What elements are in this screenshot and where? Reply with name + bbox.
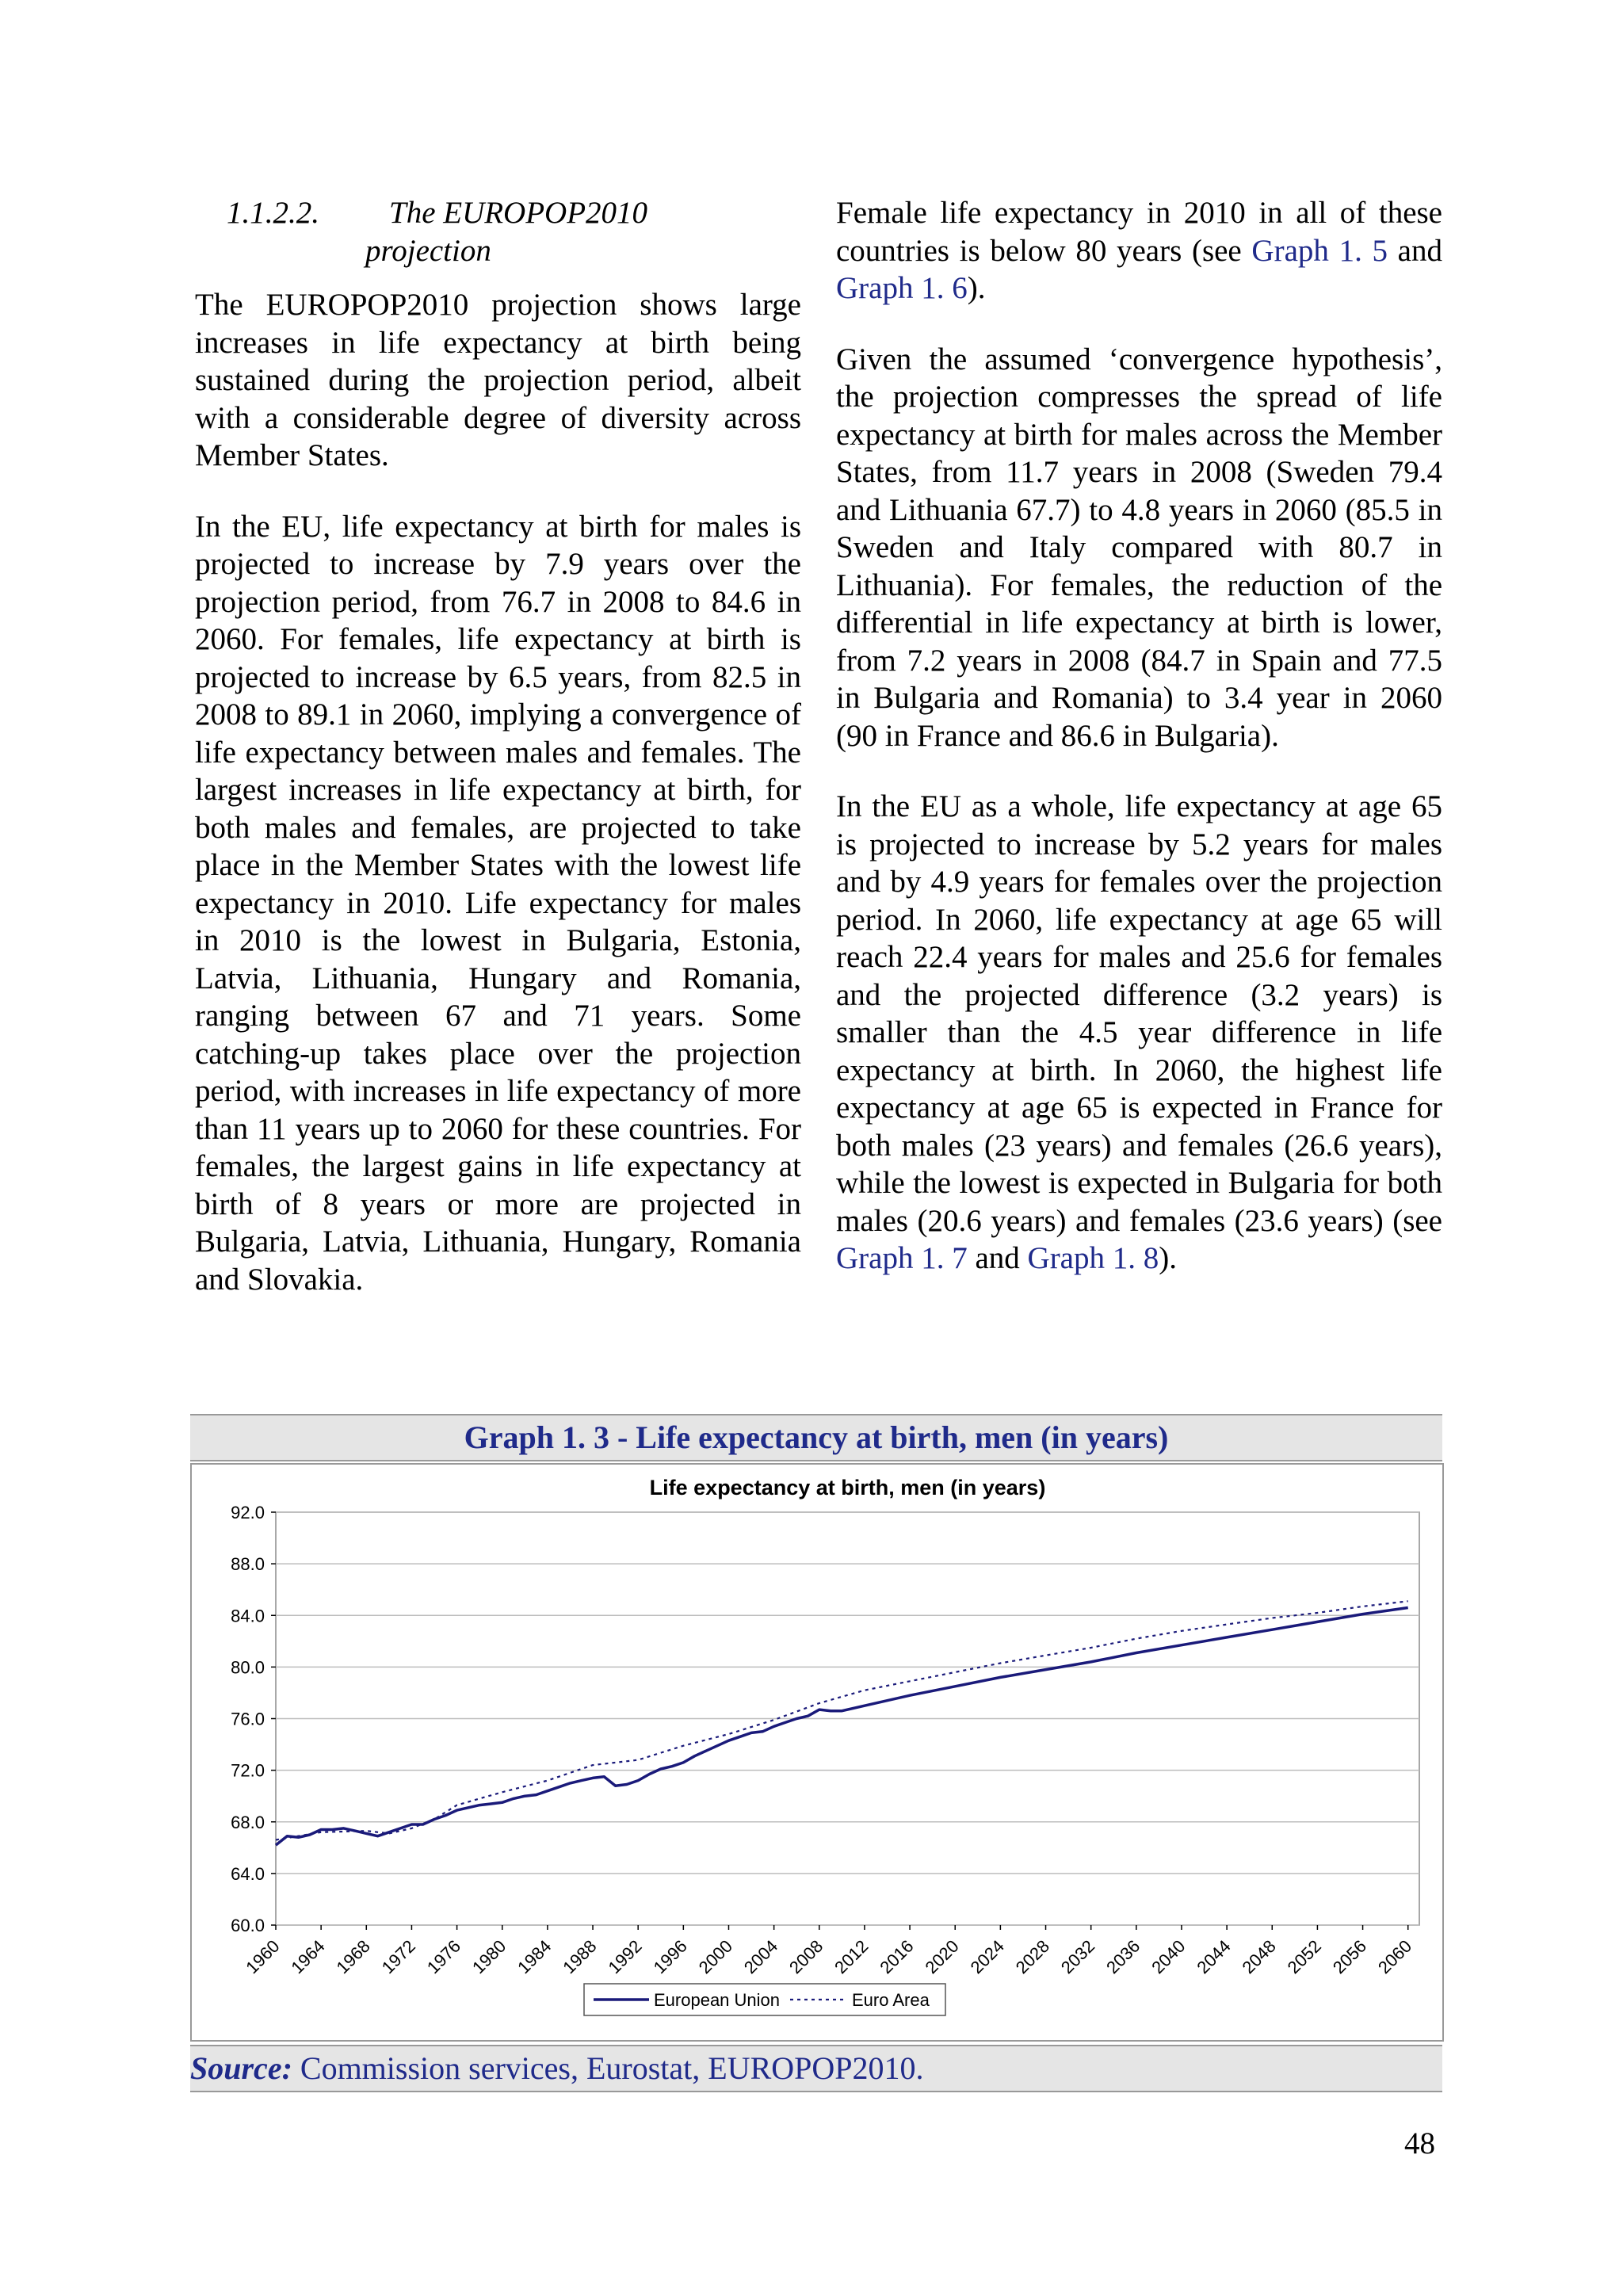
source-label: Source: — [190, 2050, 292, 2086]
x-tick-label: 2016 — [876, 1935, 918, 1978]
section-heading — [227, 194, 801, 270]
section-number: 1.1.2.2. — [227, 196, 319, 230]
left-column — [195, 194, 801, 1331]
y-tick-label: 80.0 — [231, 1657, 265, 1678]
y-tick-label: 64.0 — [231, 1863, 265, 1884]
graph-banner: Graph 1. 3 - Life expectancy at birth, men (in years) — [190, 1414, 1442, 1461]
right-paragraph-1 — [836, 194, 1442, 308]
x-tick-label: 1972 — [377, 1935, 419, 1978]
x-tick-label: 1996 — [649, 1935, 691, 1978]
x-tick-label: 2060 — [1373, 1935, 1416, 1978]
x-tick-label: 2020 — [921, 1935, 963, 1978]
x-tick-label: 2024 — [966, 1935, 1008, 1978]
graph-1-7-link[interactable]: Graph 1. 7 — [836, 1241, 968, 1275]
page-number: 48 — [1404, 2126, 1435, 2160]
x-tick-label: 1992 — [604, 1935, 646, 1978]
source-text: Commission services, Eurostat, EUROPOP2010. — [292, 2050, 924, 2086]
right-paragraph-3 — [836, 788, 1442, 1278]
x-tick-label: 2032 — [1056, 1935, 1099, 1978]
x-tick-label: 2000 — [694, 1935, 737, 1978]
right-p1-text-c: ). — [967, 271, 986, 305]
y-tick-label: 84.0 — [231, 1606, 265, 1626]
right-p1-text-b: and — [1388, 233, 1442, 268]
x-tick-label: 2004 — [739, 1935, 782, 1978]
x-tick-label: 2008 — [785, 1935, 827, 1978]
section-title-line1: The EUROPOP2010 — [389, 196, 648, 230]
x-tick-label: 2028 — [1011, 1935, 1054, 1978]
y-tick-label: 68.0 — [231, 1812, 265, 1832]
x-tick-label: 1968 — [332, 1935, 374, 1978]
chart-title: Life expectancy at birth, men (in years) — [649, 1476, 1046, 1499]
x-tick-label: 1980 — [468, 1935, 510, 1978]
x-tick-label: 2040 — [1148, 1935, 1190, 1978]
x-tick-label: 1984 — [514, 1935, 556, 1978]
section-title-line2: projection — [365, 234, 491, 268]
graph-1-5-link[interactable]: Graph 1. 5 — [1251, 233, 1388, 268]
y-tick-label: 60.0 — [231, 1916, 265, 1935]
x-tick-label: 1988 — [559, 1935, 601, 1978]
right-p3-text-c: ). — [1159, 1241, 1177, 1275]
right-p3-text-b: and — [967, 1241, 1028, 1275]
x-tick-label: 2056 — [1328, 1935, 1371, 1978]
right-paragraph-2: Given the assumed ‘convergence hypothesis’, the projection compresses the spread of life expectancy at birth for males across the Member States, from 11.7 years in 2008 (Sweden 79.4 and Lithuania 67.7) to 4.8 years in 2060 (85.5 in Sweden and Italy compared with 80.7 in Lithuania). For females, the reduction of the differential in life expectancy at birth is lower, from 7.2 years in 2008 (84.7 in Spain and 77.5 in Bulgaria and Romania) to 3.4 year in 2060 (90 in France and 86.6 in Bulgaria). — [836, 342, 1442, 753]
y-tick-label: 88.0 — [231, 1554, 265, 1575]
x-tick-label: 2052 — [1283, 1935, 1325, 1978]
source-bar — [190, 2045, 1442, 2092]
legend-label-european-union: European Union — [654, 1990, 781, 2010]
x-tick-label: 1960 — [242, 1935, 284, 1978]
y-tick-label: 92.0 — [231, 1503, 265, 1522]
y-tick-label: 72.0 — [231, 1760, 265, 1781]
life-expectancy-chart — [192, 1465, 1442, 2040]
legend-label-euro-area: Euro Area — [852, 1990, 930, 2010]
left-paragraph-1: The EUROPOP2010 projection shows large increases in life expectancy at birth being sustained during the projection period, albeit with a considerable degree of diversity across Member States. — [195, 288, 801, 472]
right-p3-text-a: In the EU as a whole, life expectancy at age 65 is projected to increase by 5.2 years for males and by 4.9 years for females over the projection period. In 2060, life expectancy at age 65 will reach 22.4 years for males and 25.6 for females and the projected difference (3.2 years) is smaller than the 4.5 year difference in life expectancy at birth. In 2060, the highest life expectancy at age 65 is expected in France for both males (23 years) and females (26.6 years), while the lowest is expected in Bulgaria for both males (20.6 years) and females (23.6 years) (see — [836, 789, 1442, 1238]
y-tick-label: 76.0 — [231, 1709, 265, 1729]
x-tick-label: 1976 — [422, 1935, 465, 1978]
graph-1-8-link[interactable]: Graph 1. 8 — [1027, 1241, 1159, 1275]
x-tick-label: 2044 — [1193, 1935, 1235, 1978]
graph-1-6-link[interactable]: Graph 1. 6 — [836, 271, 968, 305]
left-paragraph-2: In the EU, life expectancy at birth for males is projected to increase by 7.9 years over the projection period, from 76.7 in 2008 to 84.6 in 2060. For females, life expectancy at birth is projected to increase by 6.5 years, from 82.5 in 2008 to 89.1 in 2060, implying a convergence of life expectancy between males and females. The largest increases in life expectancy at birth, for both males and females, are projected to take place in the Member States with the lowest life expectancy in 2010. Life expectancy for males in 2010 is the lowest in Bulgaria, Estonia, Latvia, Lithuania, Hungary and Romania, ranging between 67 and 71 years. Some catching-up takes place over the projection period, with increases in life expectancy of more than 11 years up to 2060 for these countries. For females, the largest gains in life expectancy at birth of 8 years or more are projected in Bulgaria, Latvia, Lithuania, Hungary, Romania and Slovakia. — [195, 509, 801, 1297]
x-tick-label: 1964 — [287, 1935, 329, 1978]
chart-container — [190, 1463, 1444, 2042]
x-tick-label: 2036 — [1102, 1935, 1144, 1978]
right-p1-text-a: Female life expectancy in 2010 in all of these countries is below 80 years (see — [836, 196, 1442, 268]
x-tick-label: 2012 — [831, 1935, 873, 1978]
right-column — [836, 194, 1442, 1311]
x-tick-label: 2048 — [1238, 1935, 1280, 1978]
